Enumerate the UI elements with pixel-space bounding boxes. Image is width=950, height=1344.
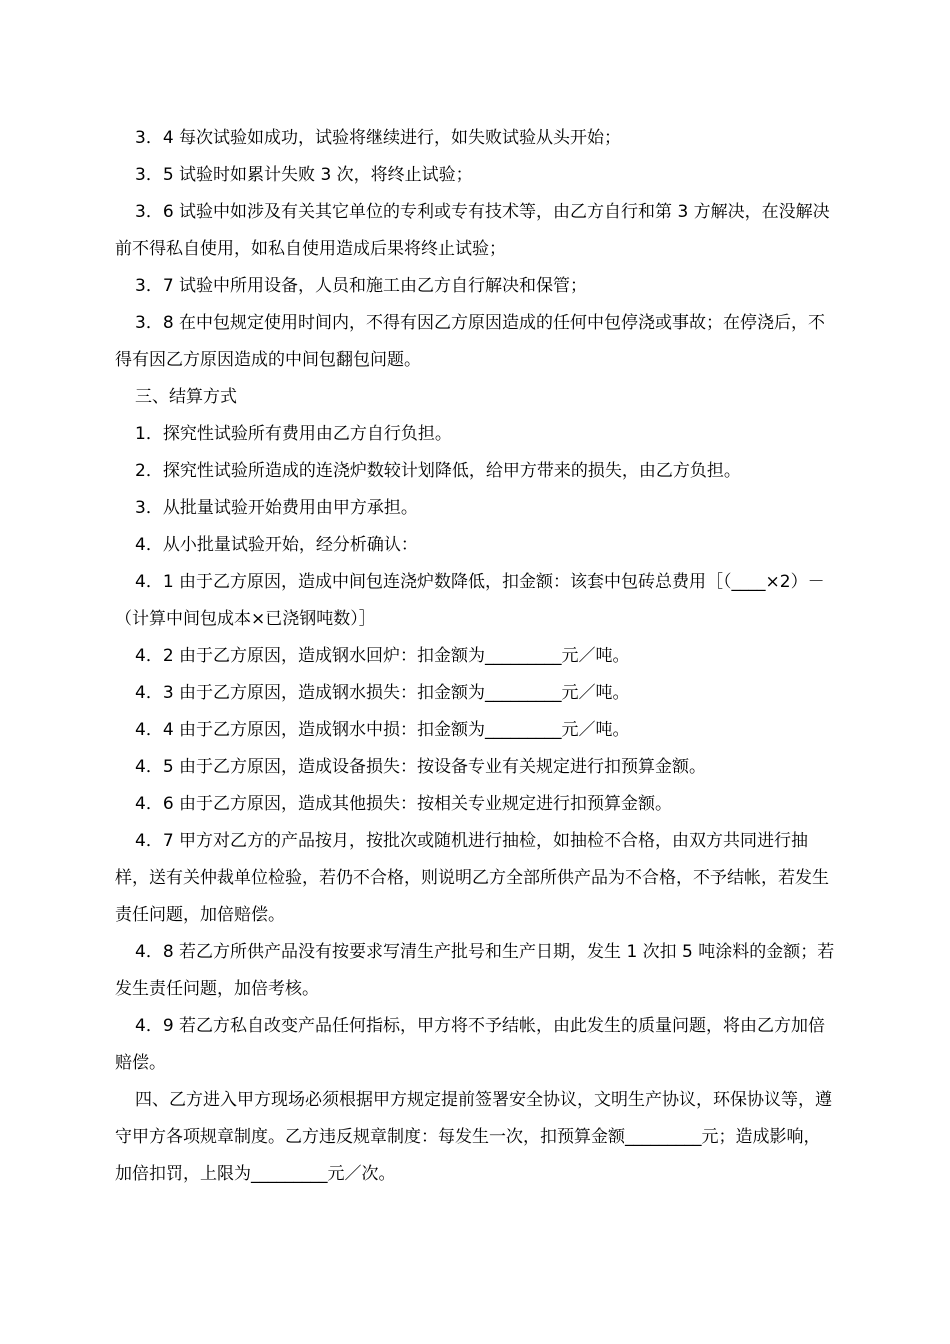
clause-3: 3．从批量试验开始费用由甲方承担。 <box>135 498 418 518</box>
clause-4-2: 4．2 由于乙方原因，造成钢水回炉：扣金额为_________元／吨。 <box>135 646 630 666</box>
clause-4-8: 4．8 若乙方所供产品没有按要求写清生产批号和生产日期，发生 1 次扣 5 吨涂料的金额；若发生责任问题，加倍考核。 <box>115 942 835 999</box>
clause-4-9: 4．9 若乙方私自改变产品任何指标，甲方将不予结帐，由此发生的质量问题，将由乙方加倍赔偿。 <box>115 1016 826 1073</box>
section-heading-settlement: 三、结算方式 <box>135 387 237 407</box>
clause-2: 2．探究性试验所造成的连浇炉数较计划降低，给甲方带来的损失，由乙方负担。 <box>135 461 741 481</box>
section-four-paragraph: 四、乙方进入甲方现场必须根据甲方规定提前签署安全协议，文明生产协议，环保协议等，遵守甲方各项规章制度。乙方违反规章制度：每发生一次，扣预算金额_________元；造成影响，加倍扣罚，上限为_________元／次。 <box>115 1090 832 1184</box>
clause-3-8: 3．8 在中包规定使用时间内，不得有因乙方原因造成的任何中包停浇或事故；在停浇后，不得有因乙方原因造成的中间包翻包问题。 <box>115 313 826 370</box>
clause-3-6: 3．6 试验中如涉及有关其它单位的专利或专有技术等，由乙方自行和第 3 方解决，在没解决前不得私自使用，如私自使用造成后果将终止试验； <box>115 202 830 259</box>
clause-4: 4．从小批量试验开始，经分析确认： <box>135 535 418 555</box>
clause-4-1: 4．1 由于乙方原因，造成中间包连浇炉数降低，扣金额：该套中包砖总费用［（____×2）－（计算中间包成本×已浇钢吨数）］ <box>115 572 825 629</box>
clause-4-7: 4．7 甲方对乙方的产品按月，按批次或随机进行抽检，如抽检不合格，由双方共同进行抽样，送有关仲裁单位检验，若仍不合格，则说明乙方全部所供产品为不合格，不予结帐，若发生责任问题，加倍赔偿。 <box>115 831 829 925</box>
clause-3-7: 3．7 试验中所用设备，人员和施工由乙方自行解决和保管； <box>135 276 588 296</box>
clause-4-4: 4．4 由于乙方原因，造成钢水中损：扣金额为_________元／吨。 <box>135 720 630 740</box>
clause-4-5: 4．5 由于乙方原因，造成设备损失：按设备专业有关规定进行扣预算金额。 <box>135 757 707 777</box>
document-body <box>115 120 837 1193</box>
clause-4-6: 4．6 由于乙方原因，造成其他损失：按相关专业规定进行扣预算金额。 <box>135 794 673 814</box>
clause-4-3: 4．3 由于乙方原因，造成钢水损失：扣金额为_________元／吨。 <box>135 683 630 703</box>
clause-1: 1．探究性试验所有费用由乙方自行负担。 <box>135 424 452 444</box>
clause-3-5: 3．5 试验时如累计失败 3 次，将终止试验； <box>135 165 473 185</box>
clause-3-4: 3．4 每次试验如成功，试验将继续进行，如失败试验从头开始； <box>135 128 622 148</box>
